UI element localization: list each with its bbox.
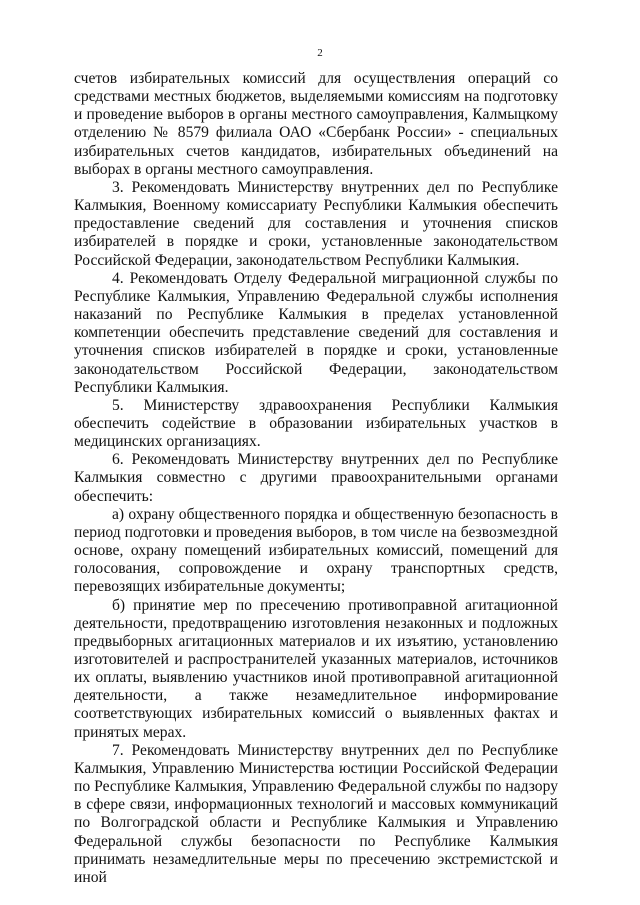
paragraph-subitem-a: а) охрану общественного порядка и общественную безопасность в период подготовки и проведения выборов, в том числе на безвозмездной основе, охрану помещений избирательных комиссий, помещений для голосования, сопровождение и охрану транспортных средств, перевозящих избирательные документы; [74, 505, 558, 596]
paragraph-continuation: счетов избирательных комиссий для осуществления операций со средствами местных бюджетов, выделяемыми комиссиям на подготовку и проведение выборов в органы местного самоуправления, Калмыцкому отделению № 8579 филиала ОАО «Сбербанк России» - специальных избирательных счетов кандидатов, избирательных объединений на выборах в органы местного самоуправления. [74, 70, 558, 178]
document-body [74, 70, 558, 887]
paragraph-item-4: 4. Рекомендовать Отделу Федеральной миграционной службы по Республике Калмыкия, Управлению Федеральной службы исполнения наказаний по Республике Калмыкия в пределах установленной компетенции обеспечить представление сведений для составления и уточнения списков избирателей в порядке и сроки, установленные законодательством Российской Федерации, законодательством Республики Калмыкия. [74, 269, 558, 396]
paragraph-item-7: 7. Рекомендовать Министерству внутренних дел по Республике Калмыкия, Управлению Министерства юстиции Российской Федерации по Республике Калмыкия, Управлению Федеральной службы по надзору в сфере связи, информационных технологий и массовых коммуникаций по Волгоградской области и Республике Калмыкия и Управлению Федеральной службы безопасности по Республике Калмыкия принимать незамедлительные меры по пресечению экстремистской и иной [74, 741, 558, 886]
paragraph-item-5: 5. Министерству здравоохранения Республики Калмыкия обеспечить содействие в образовании избирательных участков в медицинских организациях. [74, 396, 558, 451]
paragraph-item-3: 3. Рекомендовать Министерству внутренних дел по Республике Калмыкия, Военному комиссариату Республики Калмыкия обеспечить предоставление сведений для составления и уточнения списков избирателей в порядке и сроки, установленные законодательством Российской Федерации, законодательством Республики Калмыкия. [74, 178, 558, 269]
page-number: 2 [317, 47, 323, 59]
paragraph-item-6: 6. Рекомендовать Министерству внутренних дел по Республике Калмыкия совместно с другими правоохранительными органами обеспечить: [74, 451, 558, 505]
paragraph-subitem-b: б) принятие мер по пресечению противоправной агитационной деятельности, предотвращению изготовления незаконных и подложных предвыборных агитационных материалов и их изъятию, установлению изготовителей и распространителей указанных материалов, источников их оплаты, выявлению участников иной противоправной агитационной деятельности, а также незамедлительное информирование соответствующих избирательных комиссий о выявленных фактах и принятых мерах. [74, 596, 558, 741]
